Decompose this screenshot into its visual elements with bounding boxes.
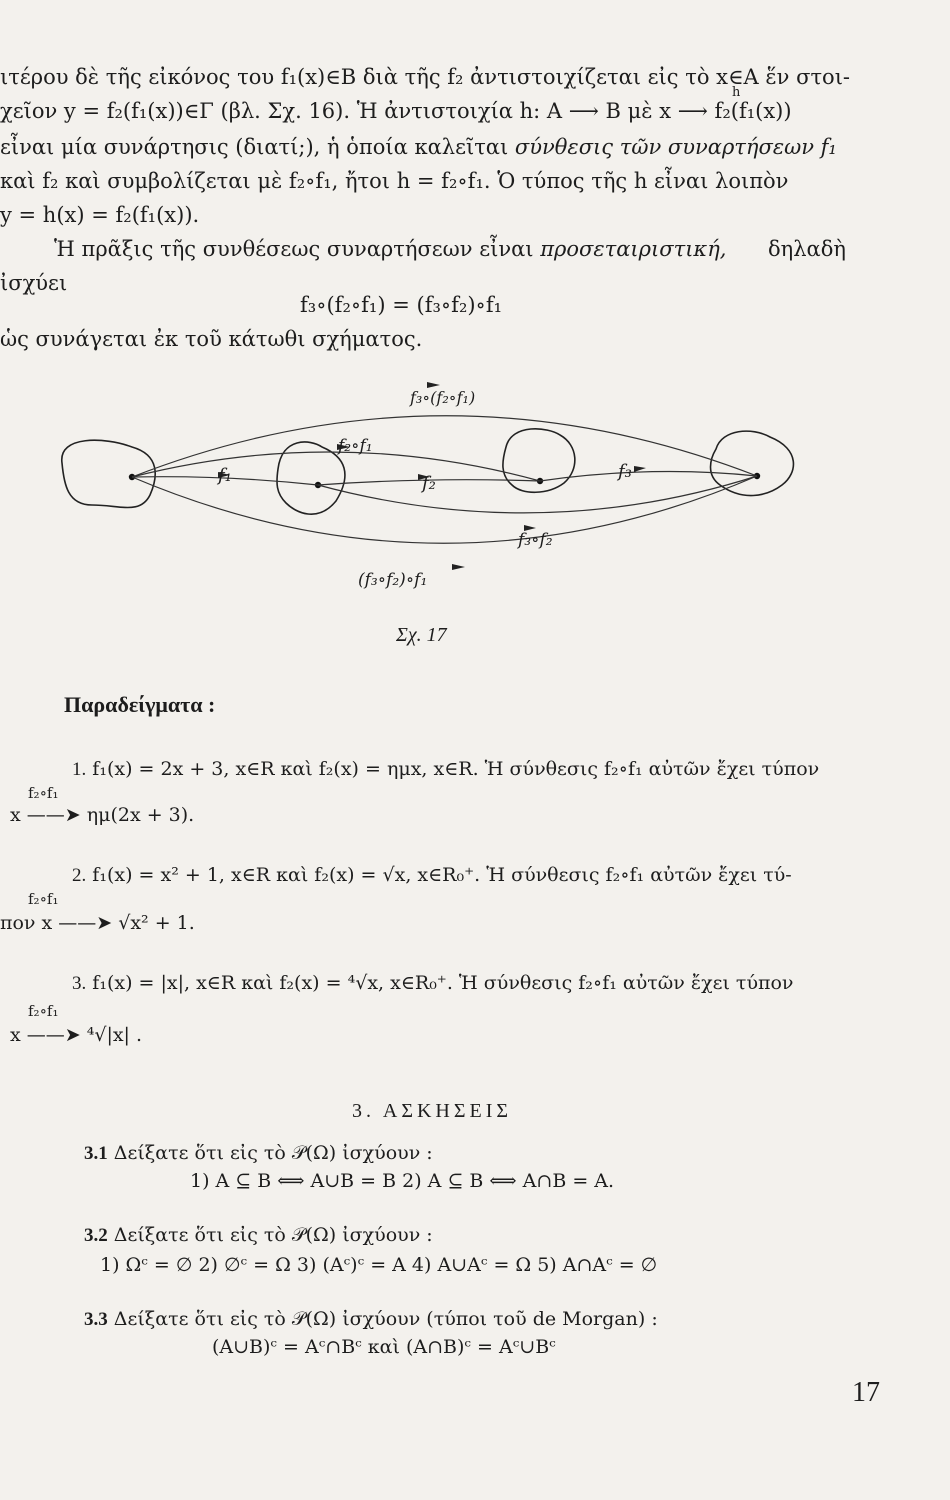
exercise-number: 3.2 xyxy=(84,1225,108,1246)
text-line xyxy=(54,236,726,262)
associativity-formula: f₃∘(f₂∘f₁) = (f₃∘f₂)∘f₁ xyxy=(300,293,503,317)
label-f3: f₃ xyxy=(618,461,632,482)
arrowhead xyxy=(452,564,465,570)
label-f3f2-of-f1: (f₃∘f₂)∘f₁ xyxy=(358,570,428,590)
exercise-detail: 1) Ωᶜ = ∅ 2) ∅ᶜ = Ω 3) (Aᶜ)ᶜ = A 4) A∪Aᶜ = Ω 5) A∩Aᶜ = ∅ xyxy=(100,1254,658,1276)
text-line: καὶ f₂ καὶ συμβολίζεται μὲ f₂∘f₁, ἤτοι h = f₂∘f₁. Ὁ τύπος τῆς h εἶναι λοιπὸν xyxy=(0,169,789,193)
map-label: f₂∘f₁ xyxy=(28,784,59,802)
label-f1: f₁ xyxy=(218,465,232,486)
text-line xyxy=(72,862,792,889)
example-number: 3. xyxy=(72,973,87,994)
exercise-text: Δείξατε ὅτι εἰς τὸ 𝒫(Ω) ἰσχύουν : xyxy=(113,1224,433,1246)
composition-diagram xyxy=(0,365,950,625)
example-map: x ——➤ ημ(2x + 3). xyxy=(10,804,195,826)
exercises-title: 3. ΑΣΚΗΣΕΙΣ xyxy=(352,1100,513,1122)
examples-heading: Παραδείγματα : xyxy=(64,692,216,717)
text-line xyxy=(84,1306,658,1333)
example-map: πον x ——➤ √x² + 1. xyxy=(0,912,195,934)
label-f2f1: f₂∘f₁ xyxy=(338,436,373,456)
text-line: y = h(x) = f₂(f₁(x)). xyxy=(0,203,200,227)
example-number: 1. xyxy=(72,759,87,780)
term-associative: προσεταιριστική, xyxy=(540,237,727,261)
label-f3f2: f₃∘f₂ xyxy=(518,530,553,550)
text-line: ὡς συνάγεται ἐκ τοῦ κάτωθι σχήματος. xyxy=(0,327,423,351)
exercise-number: 3.3 xyxy=(84,1309,108,1330)
example-text: f₁(x) = x² + 1, x∈R καὶ f₂(x) = √x, x∈R₀⁺. Ἡ σύνθεσις f₂∘f₁ αὐτῶν ἔχει τύ- xyxy=(92,864,792,886)
example-text: f₁(x) = 2x + 3, x∈R καὶ f₂(x) = ημx, x∈R. Ἡ σύνθεσις f₂∘f₁ αὐτῶν ἔχει τύπον xyxy=(92,758,820,780)
arrow-label: h xyxy=(732,85,741,100)
arrow-f3f2-f1-bottom xyxy=(132,476,757,543)
exercise-detail: 1) A ⊆ B ⟺ A∪B = B 2) A ⊆ B ⟺ A∩B = A. xyxy=(190,1170,615,1192)
label-f3-of-f2f1: f₃∘(f₂∘f₁) xyxy=(410,388,476,407)
exercise-text: Δείξατε ὅτι εἰς τὸ 𝒫(Ω) ἰσχύουν (τύποι τοῦ de Morgan) : xyxy=(113,1308,658,1330)
text-line: ιτέρου δὲ τῆς εἰκόνος του f₁(x)∈B διὰ τῆς f₂ ἀντιστοιχίζεται εἰς τὸ x∈A ἕν στοι- xyxy=(0,65,851,89)
text-line: ἰσχύει xyxy=(0,271,68,295)
text-line xyxy=(84,1222,433,1249)
exercise-detail: (A∪B)ᶜ = Aᶜ∩Bᶜ καὶ (A∩B)ᶜ = Aᶜ∪Bᶜ xyxy=(212,1336,556,1358)
example-map: x ——➤ ⁴√|x| . xyxy=(10,1024,143,1046)
page-number: 17 xyxy=(852,1377,880,1408)
text-line xyxy=(72,970,793,997)
map-label: f₂∘f₁ xyxy=(28,1002,59,1020)
example-number: 2. xyxy=(72,865,87,886)
text-line xyxy=(72,756,819,783)
text-segment: Ἡ πρᾶξις τῆς συνθέσεως συναρτήσεων εἶναι xyxy=(54,237,534,261)
exercise-number: 3.1 xyxy=(84,1143,108,1164)
text-line: χεῖον y = f₂(f₁(x))∈Γ (βλ. Σχ. 16). Ἡ ἀντιστοιχία h: A ⟶ B μὲ x ⟶ f₂(f₁(x)) xyxy=(0,99,792,123)
figure-caption: Σχ. 17 xyxy=(396,624,447,646)
map-label: f₂∘f₁ xyxy=(28,890,59,908)
text-line xyxy=(84,1140,433,1167)
exercise-text: Δείξατε ὅτι εἰς τὸ 𝒫(Ω) ἰσχύουν : xyxy=(113,1142,433,1164)
text-segment: δηλαδὴ xyxy=(768,237,846,261)
text-segment: εἶναι μία συνάρτησις (διατί;), ἡ ὁποία καλεῖται xyxy=(0,135,509,159)
label-f2: f₂ xyxy=(422,473,436,494)
example-text: f₁(x) = |x|, x∈R καὶ f₂(x) = ⁴√x, x∈R₀⁺. Ἡ σύνθεσις f₂∘f₁ αὐτῶν ἔχει τύπον xyxy=(92,972,794,994)
term-composition: σύνθεσις τῶν συναρτήσεων f₁ xyxy=(514,135,837,159)
arrowhead xyxy=(634,466,646,472)
text-line xyxy=(0,134,837,160)
